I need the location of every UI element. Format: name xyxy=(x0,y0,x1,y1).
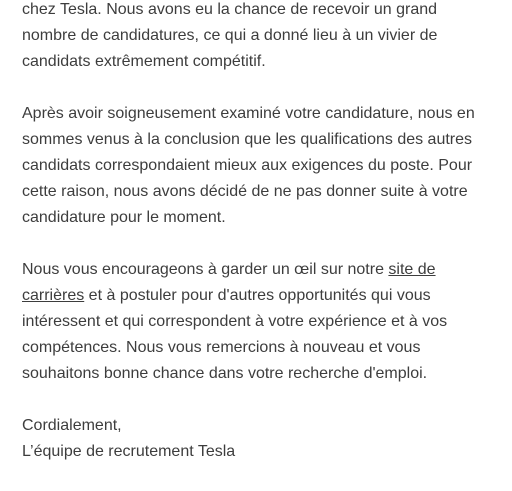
paragraph-competition xyxy=(22,0,502,75)
text-line: candidats correspondaient mieux aux exigences du poste. Pour xyxy=(22,157,473,174)
text-line: compétences. Nous vous remercions à nouveau et vous xyxy=(22,339,421,356)
signature-team: L’équipe de recrutement Tesla xyxy=(22,443,236,460)
text-line xyxy=(22,283,502,309)
text-line: nombre de candidatures, ce qui a donné lieu à un vivier de xyxy=(22,27,438,44)
signature-closing: Cordialement, xyxy=(22,417,122,434)
paragraph-encouragement xyxy=(22,257,502,387)
text-line: sommes venus à la conclusion que les qualifications des autres xyxy=(22,131,473,148)
text-line: souhaitons bonne chance dans votre recherche d'emploi. xyxy=(22,365,428,382)
careers-site-link-part1[interactable]: site de xyxy=(388,261,436,278)
signature-block xyxy=(22,413,502,465)
text-line: candidats extrêmement compétitif. xyxy=(22,53,266,70)
careers-site-link-part2[interactable]: carrières xyxy=(22,287,85,304)
text-line: cette raison, nous avons décidé de ne pas donner suite à votre xyxy=(22,183,468,200)
text-line: Après avoir soigneusement examiné votre candidature, nous en xyxy=(22,105,475,122)
text-line: chez Tesla. Nous avons eu la chance de recevoir un grand xyxy=(22,1,438,18)
text-line: candidature pour le moment. xyxy=(22,209,226,226)
paragraph-decision xyxy=(22,101,502,231)
text-segment: et à postuler pour d'autres opportunités qui vous xyxy=(84,287,431,304)
text-segment: Nous vous encourageons à garder un œil sur notre xyxy=(22,261,389,278)
text-line xyxy=(22,257,502,283)
email-body xyxy=(22,0,502,491)
text-line: intéressent et qui correspondent à votre expérience et à vos xyxy=(22,313,448,330)
